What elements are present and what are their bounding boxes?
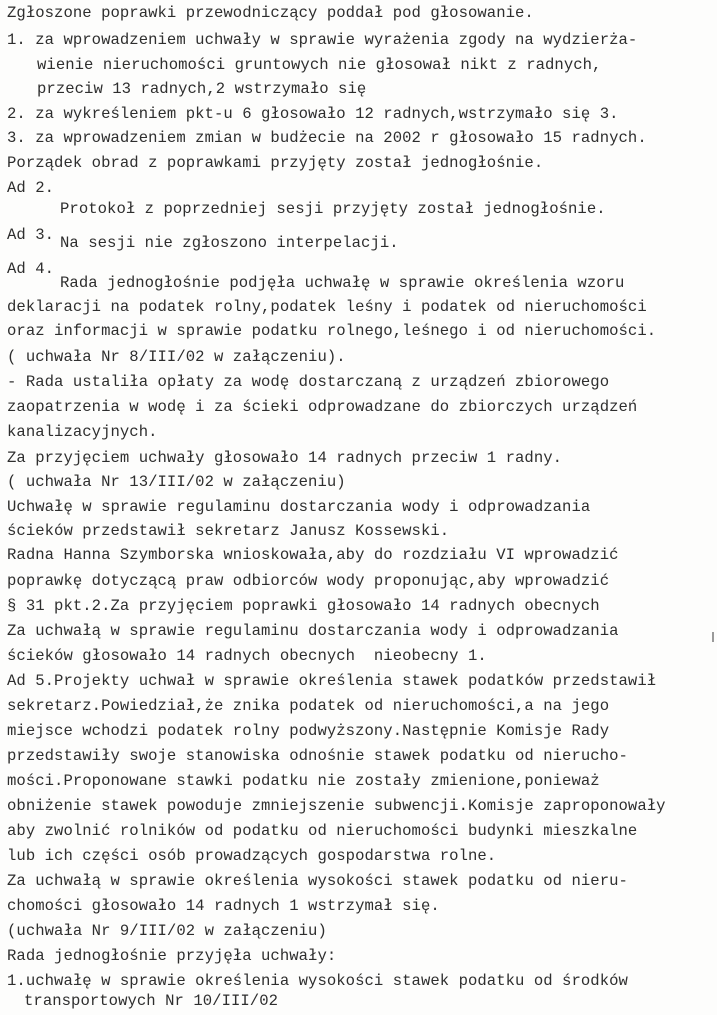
text-line: Uchwałę w sprawie regulaminu dostarczania wody i odprowadzania xyxy=(7,498,591,516)
text-line: 1. za wprowadzeniem uchwały w sprawie wyrażenia zgody na wydzierża- xyxy=(7,31,638,49)
text-line: ścieków głosowało 14 radnych obecnych nieobecny 1. xyxy=(7,647,487,665)
text-line: miejsce wchodzi podatek rolny podwyższony.Następnie Komisje Rady xyxy=(7,722,610,740)
text-line: Ad 4. xyxy=(7,260,55,278)
text-line: przeciw 13 radnych,2 wstrzymało się xyxy=(37,80,367,98)
text-line: 3. za wprowadzeniem zmian w budżecie na 2002 r głosowało 15 radnych. xyxy=(7,129,647,147)
text-line: transportowych Nr 10/III/02 xyxy=(24,992,279,1010)
text-line: Ad 5.Projekty uchwał w sprawie określenia stawek podatków przedstawił xyxy=(7,672,657,690)
text-line: chomości głosowało 14 radnych 1 wstrzymał się. xyxy=(7,897,440,915)
text-line: Protokoł z poprzedniej sesji przyjęty został jednogłośnie. xyxy=(60,200,606,218)
text-line: Radna Hanna Szymborska wnioskowała,aby do rozdziału VI wprowadzić xyxy=(7,546,619,564)
text-line: poprawkę dotyczącą praw odbiorców wody proponując,aby wprowadzić xyxy=(7,572,610,590)
text-line: 1.uchwałę w sprawie określenia wysokości stawek podatku od środków xyxy=(7,972,628,990)
text-line: obniżenie stawek powoduje zmniejszenie subwencji.Komisje zaproponowały xyxy=(7,797,666,815)
text-line: Za uchwałą w sprawie określenia wysokości stawek podatku od nieru- xyxy=(7,872,628,890)
margin-mark xyxy=(712,632,714,642)
text-line: Na sesji nie zgłoszono interpelacji. xyxy=(60,234,399,252)
text-line: sekretarz.Powiedział,że znika podatek od nieruchomości,a na jego xyxy=(7,697,610,715)
text-line: lub ich części osób prowadzących gospodarstwa rolne. xyxy=(7,847,497,865)
text-line: Za uchwałą w sprawie regulaminu dostarczania wody i odprowadzania xyxy=(7,622,619,640)
text-line: oraz informacji w sprawie podatku rolnego,leśnego i od nieruchomości. xyxy=(7,322,657,340)
text-line: kanalizacyjnych. xyxy=(7,423,158,441)
text-line: ścieków przedstawił sekretarz Janusz Kossewski. xyxy=(7,522,450,540)
text-line: Zgłoszone poprawki przewodniczący poddał pod głosowanie. xyxy=(7,4,534,22)
text-line: Rada jednogłośnie przyjęła uchwały: xyxy=(7,947,337,965)
text-line: - Rada ustaliła opłaty za wodę dostarczaną z urządzeń zbiorowego xyxy=(7,373,610,391)
text-line: wienie nieruchomości gruntowych nie głosował nikt z radnych, xyxy=(37,56,602,74)
text-line: mości.Proponowane stawki podatku nie zostały zmienione,ponieważ xyxy=(7,772,600,790)
text-line: Rada jednogłośnie podjęła uchwałę w sprawie określenia wzoru xyxy=(60,274,625,292)
text-line: 2. za wykreśleniem pkt-u 6 głosowało 12 radnych,wstrzymało się 3. xyxy=(7,105,619,123)
text-line: Za przyjęciem uchwały głosowało 14 radnych przeciw 1 radny. xyxy=(7,449,563,467)
text-line: Ad 3. xyxy=(7,226,55,244)
text-line: (uchwała Nr 9/III/02 w załączeniu) xyxy=(7,922,327,940)
text-line: § 31 pkt.2.Za przyjęciem poprawki głosowało 14 radnych obecnych xyxy=(7,597,600,615)
text-line: Ad 2. xyxy=(7,179,55,197)
text-line: ( uchwała Nr 13/III/02 w załączeniu) xyxy=(7,473,346,491)
text-line: ( uchwała Nr 8/III/02 w załączeniu). xyxy=(7,348,346,366)
text-line: przedstawiły swoje stanowiska odnośnie stawek podatku od nierucho- xyxy=(7,747,628,765)
text-line: Porządek obrad z poprawkami przyjęty został jednogłośnie. xyxy=(7,154,544,172)
text-line: zaopatrzenia w wodę i za ścieki odprowadzane do zbiorczych urządzeń xyxy=(7,398,638,416)
text-line: aby zwolnić rolników od podatku od nieruchomości budynki mieszkalne xyxy=(7,822,638,840)
text-line: deklaracji na podatek rolny,podatek leśny i podatek od nieruchomości xyxy=(7,298,647,316)
